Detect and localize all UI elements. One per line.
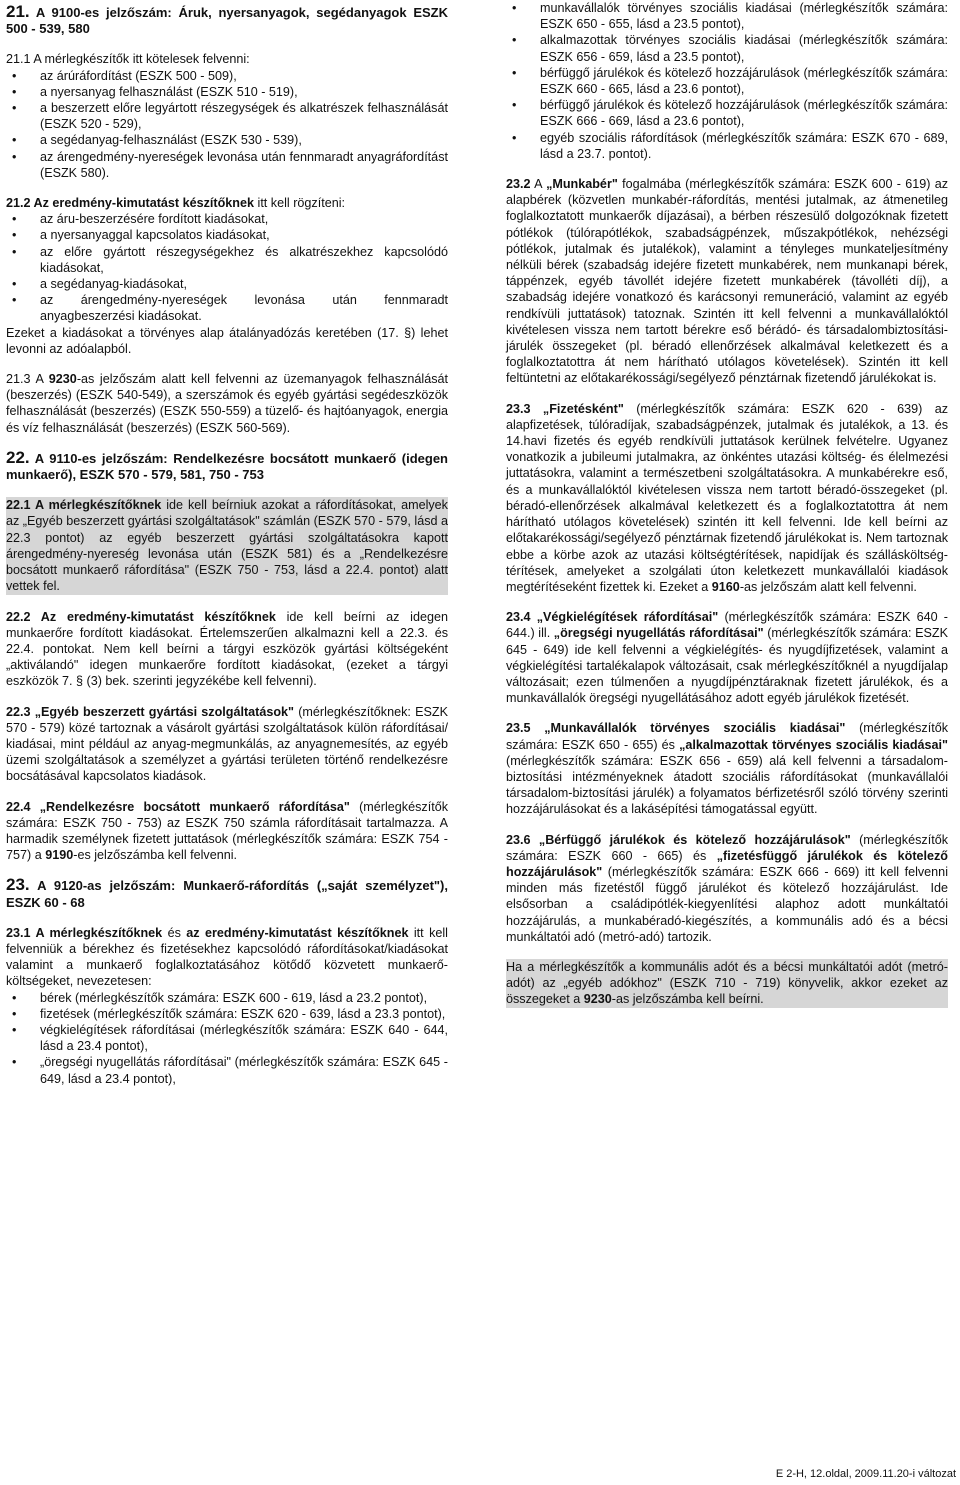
list-item: • a beszerzett előre legyártott részegységek és alkatrészek felhasználását (ESZK 520 - 529),: [40, 100, 448, 132]
left-column: [6, 0, 448, 1087]
heading-23: 23. A 9120-as jelzőszám: Munkaerő-ráfordítás („saját személyzet"), ESZK 60 - 68: [6, 875, 448, 910]
para-22-3: 22.3 „Egyéb beszerzett gyártási szolgáltatások" (mérlegkészítőknek: ESZK 570 - 579) közé tartoznak a vásárolt gyártási szolgáltatások külön ráfordításai/ kiadásai, mint például az anyag-megmunkálás, az anyagnemesítés, az egyéb üzemi szolgáltatások a személyzet a gyártási területen történő rendelkezésre bocsátásával kapcsolatos kiadások.: [6, 704, 448, 784]
list-21-2: [6, 211, 448, 324]
list-item: • az árengedmény-nyereségek levonása után fennmaradt anyagráfordítást (ESZK 580).: [40, 149, 448, 181]
page-footer: E 2-H, 12.oldal, 2009.11.20-i változat: [775, 1468, 956, 1480]
list-item: • a segédanyag-felhasználást (ESZK 530 - 539),: [40, 132, 448, 148]
right-column: [506, 0, 948, 1008]
list-23-1-continued: [506, 0, 948, 162]
para-23-3: 23.3 „Fizetésként" (mérlegkészítők számára: ESZK 620 - 639) az alapfizetések, túlóradíjak, szabadságpénzek, jutalmak és jutalékok, a 13. és 14.havi fizetés és egyéb rendkívüli juttatások kerülnek felvételre. Ugyanez vonatkozik a jubileumi jutalmakra, az önkéntes utazási költség- és élelmezési juttatásokra, valamint a természetbeni szolgáltatásokra. A munkabérekre eső, és a munkavállalóktól kivételesen vissza nem tartott béradó-összegeket (pl. béradó-ellenőrzések alkalmával keletkezett és a foglalkoztatottra át nem hárítható utólagos követelések) szintén itt kell felvenni. Ide kell beírni az előtakarékossági/segélyező pénztárnak fizetendő járulékokat is. Nem tartoznak ebbe a körbe azok az utazási költségtérítések, napidíjak és szállásköltség-térítések, amelyeket a szolgálati úton keletkezett munkavállalói kiadások megtérítéseként fizettek ki. Ezeket a 9160-as jelzőszám alatt kell felvenni.: [506, 401, 948, 594]
list-item: • az árúráfordítást (ESZK 500 - 509),: [40, 68, 448, 84]
list-item: • bérek (mérlegkészítők számára: ESZK 600 - 619, lásd a 23.2 pontot),: [40, 990, 448, 1006]
heading-21: 21. A 9100-es jelzőszám: Áruk, nyersanyagok, segédanyagok ESZK 500 - 539, 580: [6, 2, 448, 37]
para-21-1: 21.1 A mérlegkészítők itt kötelesek felvenni:: [6, 52, 250, 67]
para-21-2: 21.2 Az eredmény-kimutatást készítőknek itt kell rögzíteni:: [6, 196, 346, 211]
para-23-5: 23.5 „Munkavállalók törvényes szociális kiadásai" (mérlegkészítők számára: ESZK 650 - 655) és „alkalmazottak törvényes szociális kiadásai" (mérlegkészítők számára: ESZK 656 - 659) alá kell felvenni a társadalom-biztosítási intézményeknek átadott szociális ráfordításokat (munkavállalói társadalom-biztosítási járulék) a folyamatos bérfizetésről szóló törvény szerinti hozzájárulásokat és a lakásépítési támogatással együtt.: [506, 721, 948, 817]
list-item: • bérfüggő járulékok és kötelező hozzájárulások (mérlegkészítők számára: ESZK 666 - 669, lásd a 23.6 pontot),: [540, 97, 948, 129]
para-22-4: 22.4 „Rendelkezésre bocsátott munkaerő ráfordítása" (mérlegkészítők számára: ESZK 750 - 753) az ESZK 750 számla ráfordításait tartalmazza. A harmadik személynek fizetett juttatások (mérlegkészítők számára: ESZK 754 - 757) a 9190-es jelzőszámba kell felvenni.: [6, 799, 448, 863]
list-21-1: [6, 68, 448, 181]
para-23-6: 23.6 „Bérfüggő járulékok és kötelező hozzájárulások" (mérlegkészítők számára: ESZK 660 - 665) és „fizetésfüggő járulékok és kötelező hozzájárulások" (mérlegkészítők számára: ESZK 666 - 669) itt kell felvenni minden más fizetéstől függő járulékot és kötelező hozzájárulást. Ide elsősorban a családipótlék-kiegyenlítési alaphoz adott munkáltatói hozzájárulás, a munkabéradó-kiegészítés, a kommunális adó és a bécsi munkáltatói adó (metró-adó) tartozik.: [506, 832, 949, 944]
list-item: • „öregségi nyugellátás ráfordításai" (mérlegkészítők számára: ESZK 645 - 649, lásd a 23.4 pontot),: [40, 1054, 448, 1086]
list-item: • egyéb szociális ráfordítások (mérlegkészítők számára: ESZK 670 - 689, lásd a 23.7. pontot).: [540, 130, 948, 162]
para-23-4: 23.4 „Végkielégítések ráfordításai" (mérlegkészítők számára: ESZK 640 - 644.) ill. „öregségi nyugellátás ráfordításai" (mérlegkészítők számára: ESZK 645 - 649) ide kell felvenni a végkielégítés- és nyugdíjfizetések, valamint a végkielégítési tartalékalapok változásait, csak mérlegkészítőknél a nyugdíjalap változásait; ezen túlmenően a nyugdíjpénztáraknak fizetett járulékok, és a munkavállalók öregségi nyugellátásához adott egyéb járulékok fizetését.: [506, 610, 949, 706]
list-item: • a nyersanyag felhasználást (ESZK 510 - 519),: [40, 84, 448, 100]
list-item: • alkalmazottak törvényes szociális kiadásai (mérlegkészítők számára: ESZK 656 - 659, lásd a 23.5 pontot),: [540, 32, 948, 64]
para-23-7: Ha a mérlegkészítők a kommunális adót és a bécsi munkáltatói adót (metró-adót) az „egyéb adókhoz" (ESZK 710 - 719) könyvelik, akkor ezeket az összegeket a 9230-as jelzőszámba kell beírni.: [506, 959, 948, 1007]
para-22-1: 22.1 A mérlegkészítőknek ide kell beírniuk azokat a ráfordításokat, amelyek az „Egyéb beszerzett gyártási szolgáltatások" számlán (ESZK 570 - 579, lásd a 22.3 pontot) az egyéb beszerzett gyártási szolgáltatásokra kapott árengedmény-nyereség levonása után (ESZK 581) és a „Rendelkezésre bocsátott munkaerő ráfordítása" (ESZK 750 - 753, lásd a 22.4. pontot) alatt vettek fel.: [6, 498, 448, 594]
list-item: • az előre gyártott részegységekhez és alkatrészekhez kapcsolódó kiadásokat,: [40, 244, 448, 276]
para-22-2: 22.2 Az eredmény-kimutatást készítőknek ide kell beírni az idegen munkaerőre fordított kiadásokat. Értelemszerűen alkalmazni kell a 22.3. és 22.4. pontokat. Nem kell beírni a tárgyi eszközök gyártási költségeként „aktiválandó" idegen munkaerőre fordított kiadásokat, (ezeket a tárgyi eszközök 7. § (3) bek. szerinti jegyzékébe kell felvenni).: [6, 609, 448, 689]
para-21-2-tail: Ezeket a kiadásokat a törvényes alap átalányadózás keretében (17. §) lehet levonni az adóalapból.: [6, 325, 448, 356]
list-item: • a segédanyag-kiadásokat,: [40, 276, 448, 292]
list-item: • a nyersanyaggal kapcsolatos kiadásokat,: [40, 227, 448, 243]
list-23-1: [6, 990, 448, 1087]
list-item: • az áru-beszerzésére fordított kiadásokat,: [40, 211, 448, 227]
list-item: • fizetések (mérlegkészítők számára: ESZK 620 - 639, lásd a 23.3 pontot),: [40, 1006, 448, 1022]
para-23-2: 23.2 A „Munkabér" fogalmába (mérlegkészítők számára: ESZK 600 - 619) az alapbérek (közvetlen munkabér-ráfordítás, mentési jutalmak, az átmenetileg foglalkoztatott munkaerők díjazásai), a bérben részesülő dolgozóknak fizetett pótlékok (túlórapótlékok, szabadságpénzek, műszakpótlékok, nehézségi pótlékok, jutalmak és jutalékok), valamint a tényleges munkateljesítmény nélküli bérek (szabadság idejére fizetett munkabérek, nem munkanapi bérek, táppénzek, egyéb távollét idejére fizetett munkabérek (távolléti díj), a szabadság idejére vonatkozó és karácsonyi remuneráció, valamint az egyéb rendkívüli juttatások) tatoznak. Szintén itt kell felvenni a munkavállalóktól kivételesen vissza nem tartott bérekre eső bérádó- és társadalombiztosítási-járulék összegeket (pl. béradó ellenőrzések alkalmával keletkezett és a foglalkoztatottra át nem hárítható utólagos követelések). Szintén itt kell feltüntetni az előtakarékossági/segélyező pénztárnak fizetendő járulékokat is.: [506, 177, 948, 386]
heading-22: 22. A 9110-es jelzőszám: Rendelkezésre bocsátott munkaerő (idegen munkaerő), ESZK 570 - 579, 581, 750 - 753: [6, 447, 448, 483]
list-item: • végkielégítések ráfordításai (mérlegkészítők számára: ESZK 640 - 644, lásd a 23.4 pontot),: [40, 1022, 448, 1054]
list-item: • bérfüggő járulékok és kötelező hozzájárulások (mérlegkészítők számára: ESZK 660 - 665, lásd a 23.6 pontot),: [540, 65, 948, 97]
list-item: • munkavállalók törvényes szociális kiadásai (mérlegkészítők számára: ESZK 650 - 655, lásd a 23.5 pontot),: [540, 0, 948, 32]
list-item: • az árengedmény-nyereségek levonása után fennmaradt anyagbeszerzési kiadásokat.: [40, 292, 448, 324]
para-21-3: 21.3 A 9230-as jelzőszám alatt kell felvenni az üzemanyagok felhasználását (beszerzés) (ESZK 540-549), a szerszámok és egyéb gyártási segédeszközök felhasználását (beszerzés) (ESZK 550-559) a tüzelő- és hajtóanyagok, energia és víz felhasználását (beszerzés) (ESZK 560-569).: [6, 372, 448, 435]
para-23-1: 23.1 A mérlegkészítőknek és az eredmény-kimutatást készítőknek itt kell felvenniük a bérekhez és fizetésekhez kapcsolódó ráfordításokat/kiadásokat valamint a munkaerő foglalkoztatásához kötődő közvetett munkaerő-költségeket, nevezetesen:: [6, 925, 448, 989]
